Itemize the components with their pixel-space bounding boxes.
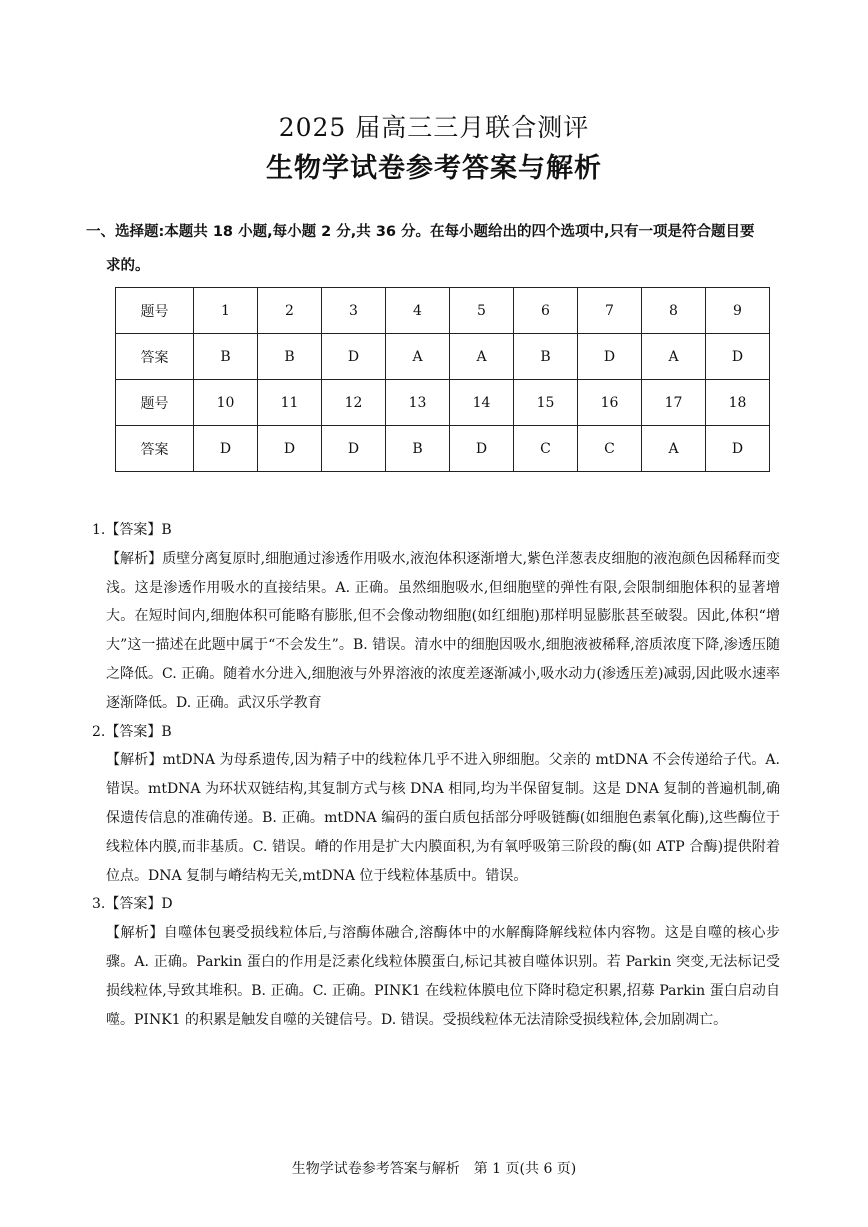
table-cell: B — [258, 334, 322, 380]
table-cell: 4 — [386, 288, 450, 334]
table-cell: 16 — [578, 380, 642, 426]
row-label: 题号 — [116, 380, 194, 426]
table-cell: 7 — [578, 288, 642, 334]
table-cell: 6 — [514, 288, 578, 334]
table-cell: B — [514, 334, 578, 380]
table-row — [116, 288, 770, 334]
table-cell: 11 — [258, 380, 322, 426]
table-row — [116, 426, 770, 472]
answer-explanations — [92, 516, 780, 1034]
table-cell: B — [386, 426, 450, 472]
table-cell: A — [642, 334, 706, 380]
section-heading — [86, 215, 788, 283]
table-cell: 5 — [450, 288, 514, 334]
answer-table — [115, 287, 770, 472]
table-cell: 13 — [386, 380, 450, 426]
table-cell: 8 — [642, 288, 706, 334]
question-1-explanation: 【解析】质壁分离复原时,细胞通过渗透作用吸水,液泡体积逐渐增大,紫色洋葱表皮细胞的液泡颜色因稀释而变浅。这是渗透作用吸水的直接结果。A. 正确。虽然细胞吸水,但细胞壁的弹性有限,会限制细胞体积的显著增大。在短时间内,细胞体积可能略有膨胀,但不会像动物细胞(如红细胞)那样明显膨胀甚至破裂。因此,体积“增大”这一描述在此题中属于“不会发生”。B. 错误。清水中的细胞因吸水,细胞液被稀释,溶质浓度下降,渗透压随之降低。C. 正确。随着水分进入,细胞液与外界溶液的浓度差逐渐减小,吸水动力(渗透压差)减弱,因此吸水速率逐渐降低。D. 正确。武汉乐学教育 — [106, 550, 780, 711]
question-1-answer: 1.【答案】B — [92, 522, 172, 538]
row-label: 答案 — [116, 334, 194, 380]
row-label: 题号 — [116, 288, 194, 334]
table-cell: 17 — [642, 380, 706, 426]
document-title: 生物学试卷参考答案与解析 — [266, 153, 602, 184]
table-cell: D — [706, 334, 770, 380]
table-cell: D — [706, 426, 770, 472]
table-cell: 2 — [258, 288, 322, 334]
table-cell: D — [322, 334, 386, 380]
table-cell: 18 — [706, 380, 770, 426]
table-cell: A — [450, 334, 514, 380]
table-cell: 1 — [194, 288, 258, 334]
table-cell: 12 — [322, 380, 386, 426]
table-cell: D — [450, 426, 514, 472]
table-cell: D — [322, 426, 386, 472]
section-heading-line2: 求的。 — [106, 258, 150, 274]
table-cell: A — [386, 334, 450, 380]
table-cell: A — [642, 426, 706, 472]
table-cell: D — [258, 426, 322, 472]
table-cell: 3 — [322, 288, 386, 334]
exam-title: 2025 届高三三月联合测评 — [278, 113, 590, 142]
table-cell: 14 — [450, 380, 514, 426]
row-label: 答案 — [116, 426, 194, 472]
table-row — [116, 334, 770, 380]
section-heading-line1: 一、选择题:本题共 18 小题,每小题 2 分,共 36 分。在每小题给出的四个选项中,只有一项是符合题目要 — [86, 224, 755, 240]
question-3-explanation: 【解析】自噬体包裹受损线粒体后,与溶酶体融合,溶酶体中的水解酶降解线粒体内容物。这是自噬的核心步骤。A. 正确。Parkin 蛋白的作用是泛素化线粒体膜蛋白,标记其被自噬体识别。若 Parkin 突变,无法标记受损线粒体,导致其堆积。B. 正确。C. 正确。PINK1 在线粒体膜电位下降时稳定积累,招募 Parkin 蛋白启动自噬。PINK1 的积累是触发自噬的关键信号。D. 错误。受损线粒体无法清除受损线粒体,会加剧凋亡。 — [106, 925, 780, 1028]
question-2-explanation: 【解析】mtDNA 为母系遗传,因为精子中的线粒体几乎不进入卵细胞。父亲的 mtDNA 不会传递给子代。A. 错误。mtDNA 为环状双链结构,其复制方式与核 DNA 相同,均为半保留复制。这是 DNA 复制的普遍机制,确保遗传信息的准确传递。B. 正确。mtDNA 编码的蛋白质包括部分呼吸链酶(如细胞色素氧化酶),这些酶位于线粒体内膜,而非基质。C. 错误。嵴的作用是扩大内膜面积,为有氧呼吸第三阶段的酶(如 ATP 合酶)提供附着位点。DNA 复制与嵴结构无关,mtDNA 位于线粒体基质中。错误。 — [106, 752, 780, 884]
table-cell: 10 — [194, 380, 258, 426]
table-row — [116, 380, 770, 426]
table-cell: 9 — [706, 288, 770, 334]
page-footer: 生物学试卷参考答案与解析 第 1 页(共 6 页) — [291, 1161, 577, 1177]
table-cell: 15 — [514, 380, 578, 426]
table-cell: C — [514, 426, 578, 472]
table-cell: D — [194, 426, 258, 472]
table-cell: B — [194, 334, 258, 380]
table-cell: D — [578, 334, 642, 380]
question-2-answer: 2.【答案】B — [92, 723, 172, 740]
question-3-answer: 3.【答案】D — [92, 896, 173, 913]
table-cell: C — [578, 426, 642, 472]
